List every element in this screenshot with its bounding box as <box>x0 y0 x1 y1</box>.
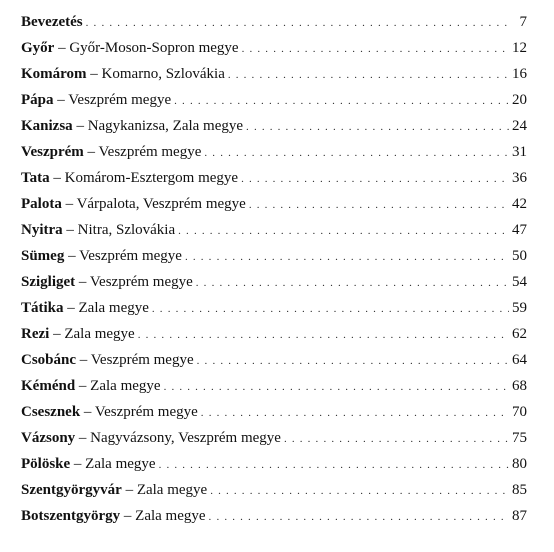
entry-region: Komarno, Szlovákia <box>101 66 225 82</box>
toc-entry[interactable] <box>21 270 527 294</box>
toc-entry[interactable] <box>21 88 527 112</box>
entry-region: Nagyvázsony, Veszprém megye <box>90 430 281 446</box>
entry-page-number: 54 <box>512 274 527 290</box>
entry-separator: – <box>80 404 95 420</box>
entry-place: Rezi <box>21 326 50 342</box>
toc-entry[interactable] <box>21 218 527 242</box>
entry-page-number: 64 <box>512 352 527 368</box>
entry-separator: – <box>121 482 137 498</box>
entry-place: Komárom <box>21 66 87 82</box>
entry-page-number: 20 <box>512 92 527 108</box>
entry-place: Csobánc <box>21 352 77 368</box>
toc-entry[interactable] <box>21 374 527 398</box>
entry-page-number: 24 <box>512 118 527 134</box>
entry-place: Szentgyörgyvár <box>21 482 122 498</box>
entry-page-number: 50 <box>512 248 527 264</box>
entry-page-number: 68 <box>512 378 527 394</box>
toc-entry[interactable] <box>21 36 527 60</box>
entry-page-number: 36 <box>512 170 527 186</box>
entry-separator: – <box>72 118 88 134</box>
entry-page-number: 7 <box>519 14 527 30</box>
toc-entry[interactable] <box>21 140 527 164</box>
entry-page-number: 80 <box>512 456 527 472</box>
entry-region: Veszprém megye <box>94 404 198 420</box>
entry-region: Zala megye <box>78 300 149 316</box>
entry-region: Veszprém megye <box>98 144 202 160</box>
entry-region: Zala megye <box>64 326 135 342</box>
entry-region: Veszprém megye <box>90 352 194 368</box>
toc-entry[interactable] <box>21 478 527 502</box>
dot-leader <box>138 322 509 347</box>
entry-region: Győr-Moson-Sopron megye <box>69 40 239 56</box>
entry-page-number: 12 <box>512 40 527 56</box>
dot-leader <box>241 166 509 191</box>
entry-page-number: 42 <box>512 196 527 212</box>
toc-entry[interactable] <box>21 244 527 268</box>
entry-separator: – <box>75 430 91 446</box>
entry-region: Komárom-Esztergom megye <box>64 170 239 186</box>
entry-region: Veszprém megye <box>89 274 193 290</box>
entry-separator: – <box>86 66 102 82</box>
entry-region: Veszprém megye <box>79 248 182 264</box>
entry-place: Palota <box>21 196 62 212</box>
entry-region: Nagykanizsa, Zala megye <box>87 118 244 134</box>
entry-page-number: 85 <box>512 482 527 498</box>
dot-leader <box>246 114 509 139</box>
entry-place: Pölöske <box>21 456 71 472</box>
dot-leader <box>86 10 510 35</box>
entry-page-number: 59 <box>512 300 527 316</box>
dot-leader <box>228 62 509 87</box>
toc-entry[interactable] <box>21 166 527 190</box>
entry-separator: – <box>120 508 136 524</box>
entry-separator: – <box>62 222 78 238</box>
entry-place: Csesznek <box>21 404 81 420</box>
entry-separator: – <box>70 456 86 472</box>
dot-leader <box>201 400 509 425</box>
toc-entry[interactable] <box>21 322 527 346</box>
entry-separator: – <box>61 196 77 212</box>
entry-page-number: 75 <box>512 430 527 446</box>
entry-place: Vázsony <box>21 430 76 446</box>
dot-leader <box>159 452 509 477</box>
dot-leader <box>210 478 509 503</box>
toc-entry[interactable] <box>21 192 527 216</box>
dot-leader <box>178 218 509 243</box>
toc-entry[interactable] <box>21 504 527 528</box>
entry-region: Zala megye <box>136 482 208 498</box>
entry-place: Sümeg <box>21 248 65 264</box>
entry-place: Botszentgyörgy <box>21 508 121 524</box>
entry-page-number: 16 <box>512 66 527 82</box>
entry-place: Szigliget <box>21 274 76 290</box>
entry-place: Tata <box>21 170 50 186</box>
entry-page-number: 47 <box>512 222 527 238</box>
entry-page-number: 62 <box>512 326 527 342</box>
entry-place: Kéménd <box>21 378 76 394</box>
dot-leader <box>196 270 509 295</box>
toc-entry[interactable] <box>21 348 527 372</box>
toc-entry[interactable] <box>21 114 527 138</box>
entry-separator: – <box>75 274 90 290</box>
entry-place: Bevezetés <box>21 14 83 30</box>
toc-entry[interactable] <box>21 296 527 320</box>
dot-leader <box>185 244 509 269</box>
entry-separator: – <box>83 144 99 160</box>
dot-leader <box>209 504 509 529</box>
entry-separator: – <box>53 92 69 108</box>
entry-region: Veszprém megye <box>68 92 172 108</box>
dot-leader <box>164 374 509 399</box>
entry-region: Zala megye <box>85 456 156 472</box>
entry-place: Kanizsa <box>21 118 73 134</box>
dot-leader <box>174 88 509 113</box>
entry-page-number: 87 <box>512 508 527 524</box>
entry-region: Zala megye <box>90 378 161 394</box>
dot-leader <box>249 192 509 217</box>
entry-separator: – <box>49 326 65 342</box>
dot-leader <box>284 426 509 451</box>
dot-leader <box>197 348 509 373</box>
entry-separator: – <box>63 300 79 316</box>
toc-entry[interactable] <box>21 452 527 476</box>
toc-entry[interactable] <box>21 400 527 424</box>
toc-entry[interactable] <box>21 426 527 450</box>
entry-region: Zala megye <box>135 508 206 524</box>
entry-separator: – <box>54 40 70 56</box>
entry-place: Veszprém <box>21 144 84 160</box>
entry-place: Pápa <box>21 92 54 108</box>
entry-region: Nitra, Szlovákia <box>77 222 176 238</box>
toc-entry[interactable] <box>21 10 527 34</box>
entry-separator: – <box>49 170 65 186</box>
entry-page-number: 31 <box>512 144 527 160</box>
toc-entry[interactable] <box>21 62 527 86</box>
entry-page-number: 70 <box>512 404 527 420</box>
dot-leader <box>242 36 509 61</box>
entry-separator: – <box>64 248 80 264</box>
entry-place: Győr <box>21 40 55 56</box>
entry-region: Várpalota, Veszprém megye <box>76 196 246 212</box>
dot-leader <box>204 140 509 165</box>
dot-leader <box>152 296 509 321</box>
entry-separator: – <box>75 378 91 394</box>
entry-separator: – <box>76 352 91 368</box>
entry-place: Tátika <box>21 300 64 316</box>
entry-place: Nyitra <box>21 222 63 238</box>
